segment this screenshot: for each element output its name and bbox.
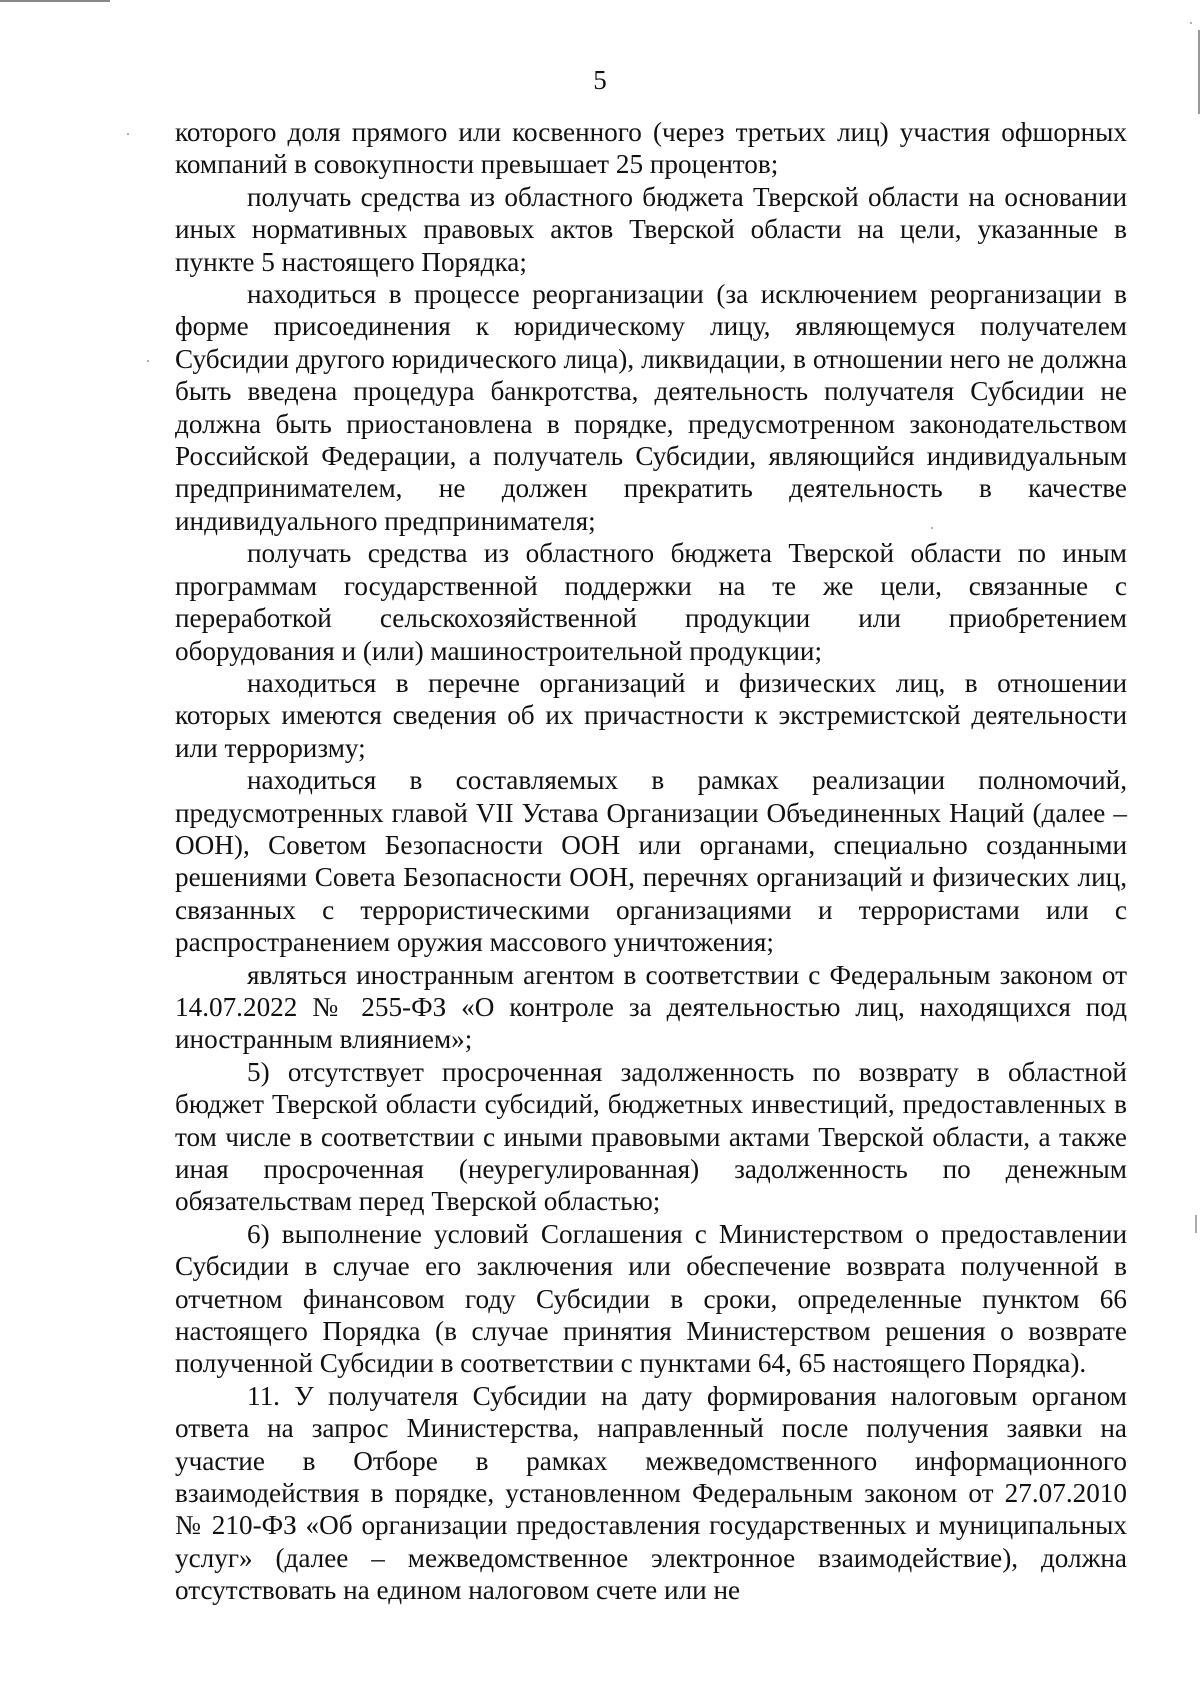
scan-speck: [127, 133, 129, 135]
paragraph: 5) отсутствует просроченная задолженность по возврату в областной бюджет Тверской области субсидий, бюджетных инвестиций, предоставленных в том числе в соответствии с иными правовыми актами Тверской области, а также иная просроченная (неурегулированная) задолженность по денежным обязательствам перед Тверской областью;: [175, 1056, 1127, 1217]
paragraph: которого доля прямого или косвенного (через третьих лиц) участия офшорных компаний в совокупности превышает 25 процентов;: [175, 117, 1127, 180]
paragraph: находиться в перечне организаций и физических лиц, в отношении которых имеются сведения об их причастности к экстремистской деятельности или терроризму;: [175, 667, 1127, 763]
paragraph: получать средства из областного бюджета Тверской области на основании иных нормативных правовых актов Тверской области на цели, указанные в пункте 5 настоящего Порядка;: [175, 181, 1127, 277]
scan-edge-line: [0, 0, 110, 2]
document-body: [175, 116, 1127, 1607]
paragraph: 6) выполнение условий Соглашения с Министерством о предоставлении Субсидии в случае его заключения или обеспечение возврата полученной в отчетном финансовом году Субсидии в сроки, определенные пунктом 66 настоящего Порядка (в случае принятия Министерством решения о возврате полученной Субсидии в соответствии с пунктами 64, 65 настоящего Порядка).: [175, 1218, 1127, 1379]
paragraph: являться иностранным агентом в соответствии с Федеральным законом от 14.07.2022 № 255-ФЗ «О контроле за деятельностью лиц, находящихся под иностранным влиянием»;: [175, 959, 1127, 1055]
scan-edge-mark: [1195, 1215, 1197, 1233]
scan-speck: [147, 360, 149, 362]
scan-speck: [1190, 22, 1192, 24]
paragraph: получать средства из областного бюджета Тверской области по иным программам государственной поддержки на те же цели, связанные с переработкой сельскохозяйственной продукции или приобретением оборудования и (или) машиностроительной продукции;: [175, 538, 1127, 666]
page-number: 5: [593, 65, 607, 95]
paragraph: 11. У получателя Субсидии на дату формирования налоговым органом ответа на запрос Министерства, направленный после получения заявки на участие в Отборе в рамках межведомственного информационного взаимодействия в порядке, установленном Федеральным законом от 27.07.2010 № 210-ФЗ «Об организации предоставления государственных и муниципальных услуг» (далее – межведомственное электронное взаимодействие), должна отсутствовать на едином налоговом счете или не: [175, 1380, 1127, 1606]
paragraph: находиться в составляемых в рамках реализации полномочий, предусмотренных главой VII Устава Организации Объединенных Наций (далее – ООН), Советом Безопасности ООН или органами, специально созданными решениями Совета Безопасности ООН, перечнях организаций и физических лиц, связанных с террористическими организациями и террористами или с распространением оружия массового уничтожения;: [175, 765, 1127, 958]
paragraph: находиться в процессе реорганизации (за исключением реорганизации в форме присоединения к юридическому лицу, являющемуся получателем Субсидии другого юридического лица), ликвидации, в отношении него не должна быть введена процедура банкротства, деятельность получателя Субсидии не должна быть приостановлена в порядке, предусмотренном законодательством Российской Федерации, а получатель Субсидии, являющийся индивидуальным предпринимателем, не должен прекратить деятельность в качестве индивидуального предпринимателя;: [175, 279, 1127, 536]
